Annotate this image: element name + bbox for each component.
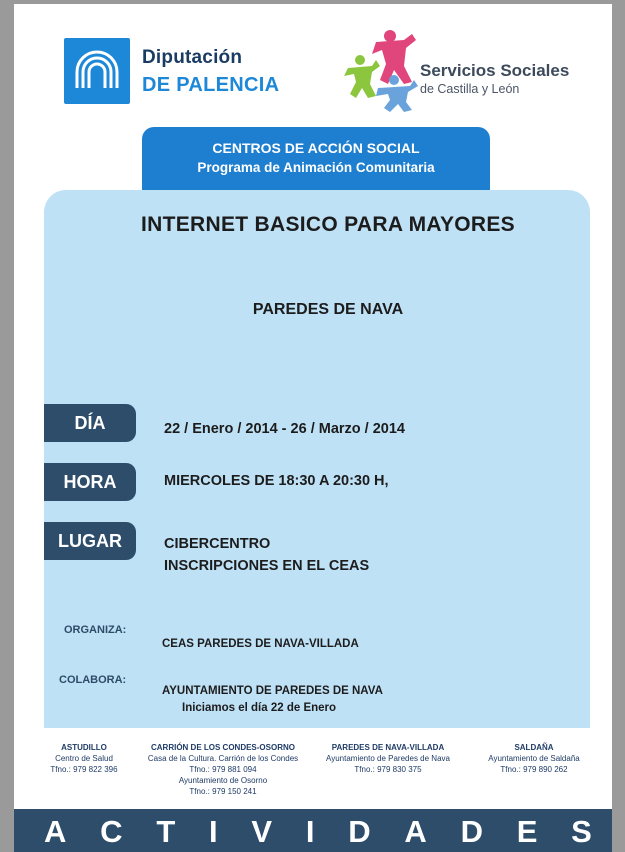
actividades-banner (14, 809, 612, 852)
office-phone: Tfno.: 979 150 241 (189, 787, 257, 796)
office-line: Ayuntamiento de Paredes de Nava (326, 754, 450, 763)
banner-letter: D (348, 813, 371, 849)
program-tab (142, 127, 490, 194)
diputacion-name-line1: Diputación (142, 47, 243, 68)
office-phone: Tfno.: 979 890 262 (500, 765, 568, 774)
office-saldana (476, 742, 592, 775)
banner-letter: E (516, 813, 538, 849)
banner-letter: S (571, 813, 592, 849)
servicios-sociales-name-line2: de Castilla y León (420, 82, 520, 96)
office-name: CARRIÓN DE LOS CONDES-OSORNO (150, 743, 295, 752)
flyer-page (14, 4, 612, 852)
office-name: SALDAÑA (514, 743, 554, 752)
diputacion-logo-icon (64, 38, 130, 104)
course-title: INTERNET BASICO PARA MAYORES (141, 213, 515, 236)
office-line: Casa de la Cultura. Carrión de los Condes (147, 754, 299, 763)
office-line: Ayuntamiento de Saldaña (488, 754, 580, 763)
colabora-note: Iniciamos el día 22 de Enero (182, 702, 337, 714)
hora-value: MIERCOLES DE 18:30 A 20:30 H, (164, 473, 389, 489)
office-name: ASTUDILLO (61, 743, 107, 752)
dia-label: DÍA (44, 404, 136, 442)
office-name: PAREDES DE NAVA-VILLADA (331, 743, 445, 752)
course-location: PAREDES DE NAVA (252, 301, 404, 318)
banner-letter: V (251, 813, 273, 849)
office-line: Ayuntamiento de Osorno (178, 776, 268, 785)
organiza-label: ORGANIZA: (64, 624, 127, 636)
banner-letter: T (156, 813, 176, 849)
banner-letter: I (305, 813, 315, 849)
lugar-value-line1: CIBERCENTRO (164, 536, 271, 552)
program-tab-line2: Programa de Animación Comunitaria (197, 160, 435, 175)
office-phone: Tfno.: 979 830 375 (354, 765, 422, 774)
servicios-sociales-name-line1: Servicios Sociales (420, 61, 570, 80)
banner-letter: I (209, 813, 218, 849)
banner-letter: D (460, 813, 483, 849)
hora-label: HORA (44, 463, 136, 501)
banner-letter: A (404, 813, 427, 849)
dia-value: 22 / Enero / 2014 - 26 / Marzo / 2014 (164, 421, 405, 437)
office-astudillo (44, 742, 124, 775)
organiza-value: CEAS PAREDES DE NAVA-VILLADA (162, 638, 359, 650)
colabora-value: AYUNTAMIENTO DE PAREDES DE NAVA (162, 685, 383, 697)
colabora-label: COLABORA: (59, 674, 127, 686)
banner-letter: A (44, 813, 67, 849)
office-line: Centro de Salud (55, 754, 113, 763)
program-tab-line1: CENTROS DE ACCIÓN SOCIAL (212, 140, 420, 156)
lugar-label: LUGAR (44, 522, 136, 560)
servicios-sociales-figures-icon (332, 26, 428, 112)
banner-letter: C (100, 813, 123, 849)
lugar-value-line2: INSCRIPCIONES EN EL CEAS (164, 558, 370, 574)
diputacion-name-line2: DE PALENCIA (142, 74, 280, 96)
office-phone: Tfno.: 979 881 094 (189, 765, 257, 774)
office-paredes (318, 742, 458, 775)
office-phone: Tfno.: 979 822 396 (50, 765, 118, 774)
office-carrion (132, 742, 314, 797)
